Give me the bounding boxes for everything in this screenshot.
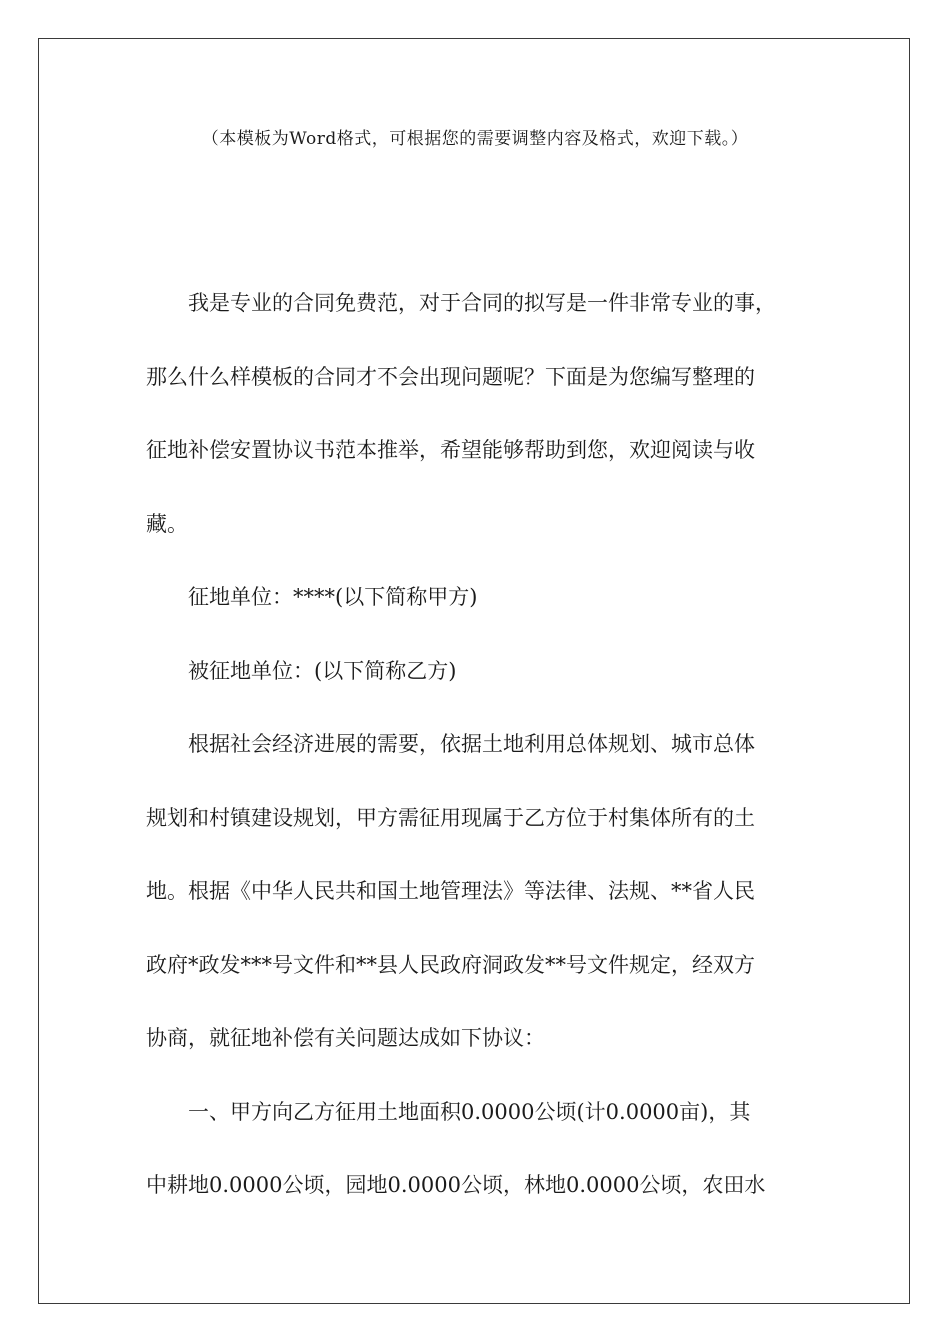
intro-line-3: 征地补偿安置协议书范本推举，希望能够帮助到您，欢迎阅读与收 [146,438,755,462]
intro-line-1: 我是专业的合同免费范，对于合同的拟写是一件非常专业的事， [188,291,776,315]
clause-1-line-1: 一、甲方向乙方征用土地面积0.0000公顷(计0.0000亩)，其 [188,1099,751,1124]
preamble-line-5: 协商，就征地补偿有关问题达成如下协议： [146,1026,545,1050]
preamble-line-1: 根据社会经济进展的需要，依据土地利用总体规划、城市总体 [188,732,755,756]
intro-line-4: 藏。 [146,511,188,536]
preamble-line-2: 规划和村镇建设规划，甲方需征用现属于乙方位于村集体所有的土 [146,805,755,830]
intro-line-2: 那么什么样模板的合同才不会出现问题呢？下面是为您编写整理的 [146,364,755,389]
party-b-line: 被征地单位：(以下简称乙方) [188,658,457,683]
preamble-line-3: 地。根据《中华人民共和国土地管理法》等法律、法规、**省人民 [146,879,755,903]
party-a-line: 征地单位：****(以下简称甲方) [188,585,478,609]
preamble-line-4: 政府*政发***号文件和**县人民政府洞政发**号文件规定，经双方 [146,952,755,977]
clause-1-line-2: 中耕地0.0000公顷，园地0.0000公顷，林地0.0000公顷，农田水 [146,1173,766,1197]
template-notice: （本模板为Word格式，可根据您的需要调整内容及格式，欢迎下载。） [201,129,749,149]
document-body [146,267,806,1223]
